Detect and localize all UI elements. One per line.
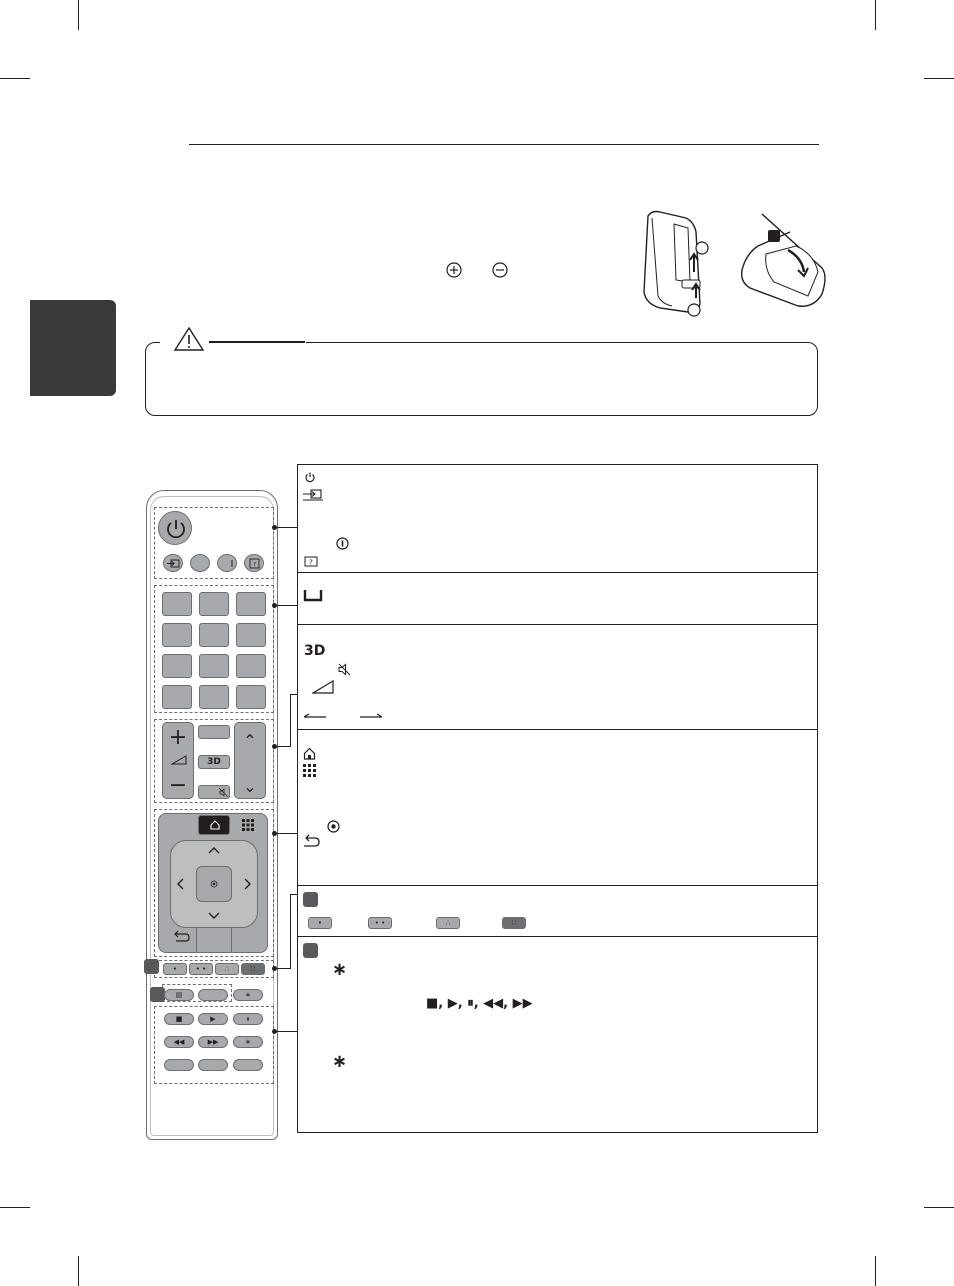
leader-line [290,694,297,695]
svg-text:?: ? [252,561,257,569]
ok-icon [210,880,218,888]
green-button-icon: • • [368,917,392,929]
function-button-2[interactable] [198,1059,228,1071]
arrow-left-icon [304,713,326,721]
leader-dot [272,966,277,971]
channel-down-glyph: ⌄ [243,777,257,796]
leader-dot [272,744,277,749]
my-apps-icon [303,764,316,777]
channel-up-glyph: ⌃ [243,731,257,750]
green-button[interactable]: • • [189,963,213,975]
manual-icon [245,555,265,573]
section-1-badge [144,959,159,974]
battery-insert-illustration [738,210,834,310]
section-color [297,885,818,937]
leader-line [290,694,291,746]
manual-icon [304,555,318,568]
my-apps-icon[interactable] [242,819,254,831]
ok-icon [327,820,340,833]
3d-button[interactable] [198,755,230,769]
3d-icon: 3D [207,757,221,767]
caution-box [145,342,818,416]
leader-line [274,605,297,606]
number-key[interactable] [162,592,192,616]
crop-mark [875,0,876,30]
chapter-tab [30,300,116,396]
ok-button[interactable] [196,866,232,902]
q-menu-button[interactable] [198,989,228,1001]
manual-button[interactable] [244,554,264,572]
section-1-badge [303,892,318,907]
section-volume [297,624,818,730]
3d-icon: 3D [304,643,326,659]
asterisk-button-1[interactable]: ∗ [233,989,263,1001]
minus-polarity-icon [492,262,508,278]
leader-dot [272,831,277,836]
info-icon [218,555,238,573]
battery-cover-illustration [638,208,720,320]
info-icon [336,537,349,550]
tv-button[interactable] [190,554,210,572]
crop-mark [0,1207,30,1208]
playback-symbols: ■, ▶, ⏸, ◀◀, ▶▶ [426,996,533,1011]
volume-rocker[interactable] [162,722,194,799]
volume-up-glyph: + [168,725,188,750]
nav-bottom-divider [196,928,197,952]
arrow-down-icon[interactable] [207,911,221,921]
asterisk-icon: ∗ [332,959,348,980]
yellow-button[interactable]: ∴ [215,963,239,975]
power-icon [304,471,316,483]
leader-line [274,833,297,834]
number-key[interactable] [199,592,229,616]
svg-text:?: ? [309,558,313,567]
back-icon [303,834,320,848]
leader-dot [272,1029,277,1034]
power-button[interactable] [158,511,192,545]
section-number [297,572,818,625]
leader-dot [272,525,277,530]
rewind-button[interactable]: ◀◀ [164,1036,194,1048]
leader-line [274,527,297,528]
channel-rocker[interactable] [234,722,266,799]
number-key[interactable] [199,685,229,709]
caution-icon [173,326,205,352]
play-button[interactable]: ▶ [198,1013,228,1025]
blue-button[interactable]: ∷ [241,963,265,975]
crop-mark [875,1256,876,1286]
power-icon [159,512,193,546]
info-button[interactable] [217,554,237,572]
section-power [297,464,818,573]
number-key[interactable] [236,654,266,678]
home-button[interactable] [198,815,230,835]
section-home [297,729,818,886]
number-key[interactable] [236,685,266,709]
input-button[interactable] [163,554,183,572]
number-key[interactable] [162,685,192,709]
subtitle-button[interactable]: ▤ [164,989,194,1001]
home-icon [303,747,316,760]
stop-button[interactable]: ■ [164,1013,194,1025]
section-2-badge [150,987,165,1002]
header-rule [189,144,819,145]
number-key[interactable] [162,623,192,647]
asterisk-button-2[interactable]: ∗ [233,1036,263,1048]
pause-button[interactable]: ⏸ [233,1013,263,1025]
arrow-up-icon[interactable] [207,845,221,855]
section-2-badge [303,943,318,958]
input-icon [164,555,184,573]
asterisk-icon: ∗ [332,1051,348,1072]
crop-mark [924,1207,954,1208]
number-key[interactable] [199,654,229,678]
number-key[interactable] [162,654,192,678]
space-icon [303,589,323,602]
leader-line [290,894,297,895]
volume-down-glyph: − [168,773,188,798]
number-key[interactable] [236,623,266,647]
back-icon[interactable] [172,929,190,943]
volume-icon [312,680,334,694]
section-playback [297,936,818,1133]
arrow-right-icon [360,713,382,721]
yellow-button-icon: ∴ [436,917,460,929]
leader-line [274,1031,297,1032]
mute-icon [338,663,351,676]
crop-mark [78,1256,79,1286]
nav-bottom-divider [231,928,232,952]
favorite-button[interactable] [198,725,230,739]
red-button-icon: • [308,917,332,929]
crop-mark [0,78,30,79]
mute-button[interactable] [198,785,230,799]
arrow-right-icon[interactable] [243,877,253,891]
input-icon [303,489,323,501]
crop-mark [924,78,954,79]
function-button-1[interactable] [164,1059,194,1071]
leader-dot [272,603,277,608]
red-button[interactable]: • [163,963,187,975]
number-key[interactable] [236,592,266,616]
blue-button-icon: ∷ [502,917,526,929]
home-icon [209,819,221,831]
arrow-left-icon[interactable] [175,877,185,891]
function-button-3[interactable] [233,1059,263,1071]
fast-forward-button[interactable]: ▶▶ [198,1036,228,1048]
number-key[interactable] [199,623,229,647]
mute-icon [219,788,228,797]
plus-polarity-icon [446,262,462,278]
volume-icon [171,755,187,765]
leader-line [290,894,291,968]
crop-mark [78,0,79,30]
